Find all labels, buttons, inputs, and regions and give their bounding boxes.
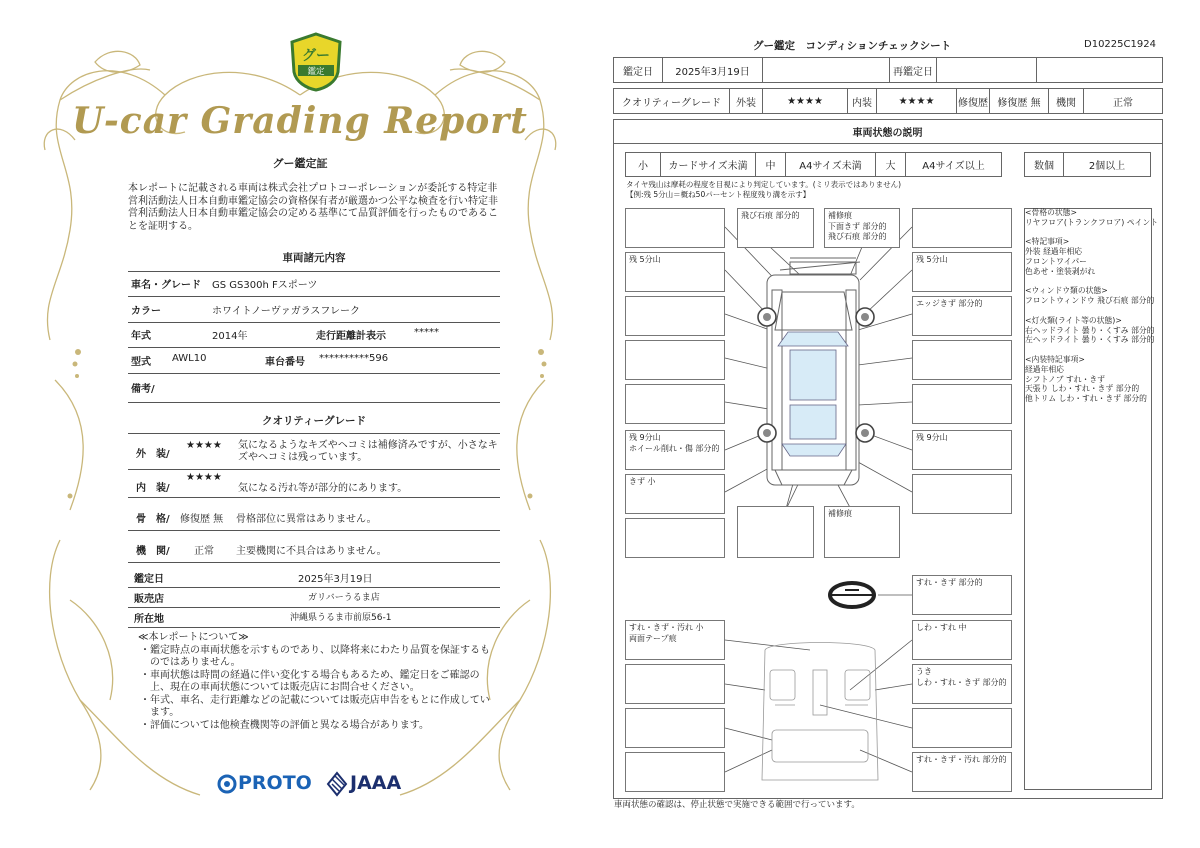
condition-line: フロントワイパー [1025, 256, 1087, 266]
intro-text: 本レポートに記載される車両は株式会社プロトコーポレーションが委託する特定非営利活動法人日本自動車鑑定協会の資格保有者が厳選かつ公平な検査を行い特定非営利活動法人日本自動車鑑定協会の定める基準にて品質評価を行ったものであることを証明する。 [128, 183, 498, 232]
panel-text: 残 9分山 [629, 433, 661, 442]
repair-value: 修復歴 無 [990, 89, 1049, 113]
condition-line: フロントウィンドウ 飛び石痕 部分的 [1025, 296, 1155, 306]
panel-box [912, 252, 1012, 292]
panel-box [625, 474, 725, 514]
size-mid: 中 [756, 153, 786, 176]
condition-line: リヤフロア(トランクフロア) ペイント [1025, 217, 1158, 227]
svg-text:鑑定: 鑑定 [307, 67, 325, 77]
panel-text: しわ・すれ・きず 部分的 [916, 677, 1007, 687]
year-value: 2014年 [212, 331, 248, 342]
year-label: 年式 [131, 331, 151, 342]
type-value: AWL10 [172, 353, 207, 364]
tire-note-1: タイヤ残山は摩耗の程度を目視により判定しています。(ミリ表示ではありません) [626, 180, 902, 189]
interior-text: 気になる汚れ等が部分的にあります。 [238, 483, 408, 494]
remarks-label: 備考/ [131, 384, 155, 395]
panel-box [737, 506, 814, 558]
condition-line: 左ヘッドライト 曇り・くすみ 部分的 [1025, 335, 1155, 345]
condition-line: <特記事項> [1025, 237, 1070, 247]
mileage-value: ***** [414, 327, 439, 338]
address-label: 所在地 [134, 614, 164, 625]
condition-line: 右ヘッドライト 曇り・くすみ 部分的 [1025, 325, 1155, 335]
size-small-desc: カードサイズ未満 [661, 153, 756, 176]
engine-value: 正常 [1113, 97, 1133, 109]
panel-box [912, 296, 1012, 336]
model-label: 車名・グレード [131, 280, 201, 291]
inspect-date-label: 鑑定日 [614, 58, 663, 82]
condition-line: 経過年相応 [1025, 364, 1064, 374]
panel-text: すれ・きず・汚れ 部分的 [916, 755, 1007, 764]
condition-line: 色あせ・塗装剥がれ [1025, 266, 1096, 276]
panel-box [625, 620, 725, 660]
note-item: ・評価については他検査機関等の評価と異なる場合があります。 [140, 719, 429, 731]
tire-note-2: 【例:残 5分山＝概ね50パーセント程度残り溝を示す】 [626, 190, 811, 199]
date-value: 2025年3月19日 [298, 574, 373, 585]
condition-line: <内装特記事項> [1025, 354, 1085, 364]
int-label: 内装 [848, 89, 877, 113]
panel-text: きず 小 [629, 477, 656, 486]
panel-box [912, 664, 1012, 704]
engine-label: 機 関/ [136, 546, 170, 557]
condition-line: <ウィンドウ類の状態> [1025, 286, 1108, 296]
panel-text: うき [916, 667, 932, 676]
note-item: ・車両状態は時間の経過に伴い変化する場合もあるため、鑑定日をご確認の上、現在の車両状態については販売店にお問合せください。 [140, 669, 480, 693]
chassis-value: **********596 [319, 353, 389, 364]
panel-box [625, 430, 725, 470]
model-value: GS GS300h Fスポーツ [212, 280, 318, 291]
size-large: 大 [876, 153, 906, 176]
chassis-label: 車台番号 [265, 357, 305, 368]
panel-box [912, 340, 1012, 380]
panel-box [824, 506, 900, 558]
document-id: D10225C1924 [1084, 39, 1156, 50]
panel-text: 下面きず 部分的 [828, 221, 887, 231]
panel-text: 残 9分山 [916, 433, 948, 442]
condition-line: シフトノブ すれ・きず [1025, 374, 1105, 384]
inspect-date-value: 2025年3月19日 [663, 58, 763, 82]
type-label: 型式 [131, 357, 151, 368]
color-label: カラー [131, 306, 161, 317]
panel-text: 残 5分山 [629, 255, 661, 264]
quality-title: クオリティーグレード [262, 415, 366, 427]
count-desc: 2個以上 [1088, 161, 1126, 172]
address-value: 沖縄県うるま市前原56-1 [290, 613, 392, 623]
panel-box [912, 474, 1012, 514]
size-large-desc: A4サイズ以上 [922, 161, 985, 172]
panel-box [625, 518, 725, 558]
state-title: 車両状態の説明 [613, 119, 1162, 144]
panel-text: ホイール削れ・傷 部分的 [629, 443, 720, 453]
svg-text:グー: グー [302, 48, 330, 64]
condition-line: <骨格の状態> [1025, 208, 1078, 217]
panel-box [912, 384, 1012, 424]
exterior-text: 気になるようなキズやヘコミは補修済みですが、小さなキズやヘコミは残っています。 [238, 440, 498, 463]
panel-box [625, 708, 725, 748]
dealer-label: 販売店 [134, 594, 164, 605]
panel-box [824, 208, 900, 248]
panel-text: 残 5分山 [916, 255, 948, 264]
condition-line: 天張り しわ・すれ・きず 部分的 [1025, 384, 1140, 394]
footer-note: 車両状態の確認は、停止状態で実施できる範囲で行っています。 [614, 800, 860, 810]
engine-text: 主要機関に不具合はありません。 [236, 546, 387, 557]
color-value: ホワイトノーヴァガラスフレーク [212, 306, 360, 317]
panel-box [912, 430, 1012, 470]
jaaa-logo: JAAA [350, 772, 402, 794]
reinspect-label: 再鑑定日 [890, 58, 937, 82]
ext-label: 外装 [730, 89, 763, 113]
frame-label: 骨 格/ [136, 514, 170, 525]
panel-text: 補修痕 [828, 509, 852, 518]
note-item: ・年式、車名、走行距離などの記載については販売店申告をもとに作成しています。 [140, 694, 490, 718]
panel-text: すれ・きず 部分的 [916, 578, 983, 587]
panel-box [625, 752, 725, 792]
proto-logo: PROTO [238, 772, 312, 794]
panel-text: 両面テープ痕 [629, 633, 677, 643]
dealer-value: ガリバーうるま店 [308, 593, 380, 603]
panel-text: すれ・きず・汚れ 小 [629, 623, 704, 632]
panel-box [912, 575, 1012, 615]
int-stars: ★★★★ [877, 89, 957, 113]
specs-title: 車両諸元内容 [282, 252, 346, 264]
report-title: U-car Grading Report [72, 100, 528, 142]
size-mid-desc: A4サイズ未満 [786, 153, 876, 176]
panel-text: 飛び石痕 部分的 [828, 232, 887, 241]
interior-label: 内 装/ [136, 483, 170, 494]
panel-box [912, 752, 1012, 792]
ext-stars: ★★★★ [763, 89, 848, 113]
panel-text: しわ・すれ 中 [916, 623, 967, 632]
sheet-title: グー鑑定 コンディションチェックシート [753, 40, 952, 52]
repair-label: 修復歴 [957, 89, 990, 113]
mileage-label: 走行距離計表示 [316, 331, 386, 342]
condition-line: 他トリム しわ・すれ・きず 部分的 [1025, 394, 1147, 404]
interior-stars: ★★★★ [186, 472, 222, 483]
panel-box [912, 208, 1012, 248]
count-label: 数個 [1025, 153, 1064, 176]
panel-box [737, 208, 814, 248]
date-label: 鑑定日 [134, 574, 164, 585]
panel-box [912, 620, 1012, 660]
frame-text: 骨格部位に異常はありません。 [236, 514, 377, 525]
panel-box [625, 296, 725, 336]
certificate-title: グー鑑定証 [272, 157, 328, 170]
panel-box [912, 708, 1012, 748]
panel-box [625, 340, 725, 380]
size-small: 小 [626, 153, 661, 176]
condition-line: 外装 経過年相応 [1025, 247, 1083, 257]
engine-label: 機関 [1049, 89, 1084, 113]
steering-wheel-icon [830, 583, 874, 607]
exterior-label: 外 装/ [136, 449, 170, 460]
condition-line: <灯火類(ライト等の状態)> [1025, 315, 1122, 325]
quality-label: クオリティーグレード [614, 89, 730, 113]
exterior-stars: ★★★★ [186, 440, 222, 451]
frame-value: 修復歴 無 [180, 514, 224, 525]
panel-text: エッジきず 部分的 [916, 299, 983, 308]
panel-box [625, 664, 725, 704]
notes-title: ≪本レポートについて≫ [138, 632, 249, 643]
note-item: ・鑑定時点の車両状態を示すものであり、以降将来にわたり品質を保証するものではありません。 [140, 644, 490, 668]
panel-box [625, 252, 725, 292]
panel-box [625, 384, 725, 424]
engine-value: 正常 [194, 546, 214, 557]
panel-text: 補修痕 [828, 211, 852, 220]
panel-text: 飛び石痕 部分的 [741, 211, 800, 220]
panel-box [625, 208, 725, 248]
